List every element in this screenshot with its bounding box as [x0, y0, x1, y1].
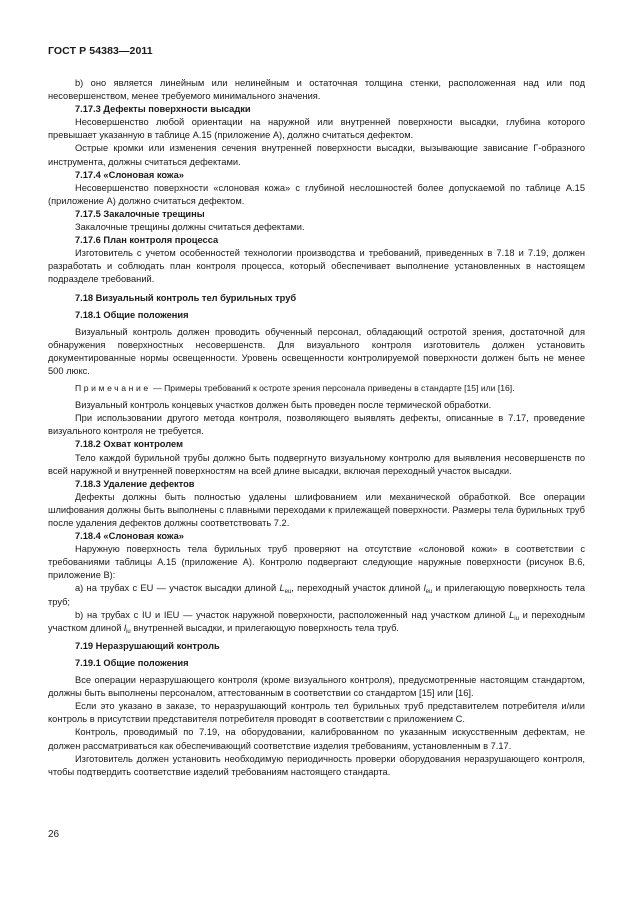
paragraph: Контроль, проводимый по 7.19, на оборудовании, калиброванном по указанным искусственным дефектам, не должен рассматриваться как обеспечивающий соответствие изделия требованиям, установленным в 7.17. — [48, 727, 585, 751]
paragraph: Несовершенство любой ориентации на наружной или внутренней поверхности высадки, глубина которого превышает указанную в таблице А.15 (приложение А), должно считаться дефектом. — [48, 117, 585, 141]
section-heading-7-18-1: 7.18.1 Общие положения — [75, 309, 189, 320]
note — [48, 382, 585, 395]
paragraph: Изготовитель должен установить необходимую периодичность проверки оборудования неразрушающего контроля, чтобы подтвердить соответствие изделий требованиям настоящего стандарта. — [48, 753, 585, 777]
note-text: — Примеры требований к остроте зрения персонала приведены в стандарте [15] или [16]. — [150, 383, 515, 394]
paragraph: b) оно является линейным или нелинейным и остаточная толщина стенки, расположенная над или под несовершенством, менее требуемого минимального значения. — [48, 78, 585, 102]
document-body — [48, 77, 585, 779]
section-heading-7-17-5: 7.17.5 Закалочные трещины — [75, 208, 205, 219]
paragraph: Визуальный контроль должен проводить обученный персонал, обладающий остротой зрения, достаточной для обнаружения поверхностных несовершенств. Для визуального контроля изготовитель должен установить документированные нормы освещенности. Уровень освещенности контролируемой поверхности должен быть не менее 500 люкс. — [48, 326, 585, 376]
paragraph: Если это указано в заказе, то неразрушающий контроль тел бурильных труб представителем потребителя и/или контроль в присутствии представителя потребителя проводят в соответствии с приложением С. — [48, 701, 585, 725]
paragraph: Несовершенство поверхности «слоновая кожа» с глубиной неслошностей более допускаемой по таблице А.15 (приложение А) должно считаться дефектом. — [48, 182, 585, 206]
paragraph: Закалочные трещины должны считаться дефектами. — [75, 222, 305, 233]
page-number: 26 — [48, 829, 60, 840]
section-heading-7-17-3: 7.17.3 Дефекты поверхности высадки — [75, 104, 251, 115]
paragraph: Визуальный контроль концевых участков должен быть проведен после термической обработки. — [75, 400, 492, 411]
section-heading-7-19-1: 7.19.1 Общие положения — [75, 657, 189, 668]
section-heading-7-17-6: 7.17.6 План контроля процесса — [75, 235, 219, 246]
section-heading-7-18: 7.18 Визуальный контроль тел бурильных труб — [75, 292, 297, 303]
list-item: b) на трубах с IU и IEU — участок наружной поверхности, расположенный над участком длиной $L_{iu}$ и переходным участком длиной $l_{iu}$ внутренней высадки, и прилегающую поверхность тела труб. — [48, 609, 586, 635]
section-heading-7-19: 7.19 Неразрушающий контроль — [75, 640, 220, 651]
section-heading-7-18-4: 7.18.4 «Слоновая кожа» — [75, 531, 184, 542]
note-label: Примечание — [75, 383, 151, 394]
paragraph: Острые кромки или изменения сечения внутренней поверхности высадки, вызывающие зависание Г-образного инструмента, должны считаться дефектами. — [48, 143, 585, 167]
page-header: ГОСТ Р 54383—2011 — [48, 45, 153, 57]
section-heading-7-17-4: 7.17.4 «Слоновая кожа» — [75, 169, 184, 180]
paragraph: Все операции неразрушающего контроля (кроме визуального контроля), предусмотренные настоящим стандартом, должны быть выполнены персоналом, аттестованным в соответствии со стандартом [15] или [16]. — [48, 675, 585, 699]
paragraph: Тело каждой бурильной трубы должно быть подвергнуто визуальному контролю для выявления несовершенств по всей наружной и внутренней поверхностям на всей длине высадки, включая переходный участок высадки. — [48, 452, 585, 476]
paragraph: Дефекты должны быть полностью удалены шлифованием или механической обработкой. Все операции шлифования должны быть выполнены с плавными переходами к прилежащей поверхности. Размеры тела бурильных труб после удаления дефектов должны соответствовать 7.2. — [48, 491, 585, 528]
paragraph: Наружную поверхность тела бурильных труб проверяют на отсутствие «слоновой кожи» в соответствии с требованиями таблицы А.15 (приложение А). Контролю подвергают следующие наружные поверхности (рисунок В.6, приложение В): — [48, 544, 585, 581]
paragraph: При использовании другого метода контроля, позволяющего выявлять дефекты, описанные в 7.17, проведение визуального контроля не требуется. — [48, 413, 585, 437]
section-heading-7-18-2: 7.18.2 Охват контролем — [75, 439, 183, 450]
paragraph: Изготовитель с учетом особенностей технологии производства и требований, приведенных в 7.18 и 7.19, должен разработать и соблюдать план контроля процесса, который обеспечивает выполнение установленных в настоящем подразделе требований. — [48, 248, 585, 285]
section-heading-7-18-3: 7.18.3 Удаление дефектов — [75, 478, 195, 489]
list-item: а) на трубах с EU — участок высадки длиной $L_{eu}$, переходный участок длиной $l_{eu}$ и прилегающую поверхность тела труб; — [48, 583, 585, 607]
